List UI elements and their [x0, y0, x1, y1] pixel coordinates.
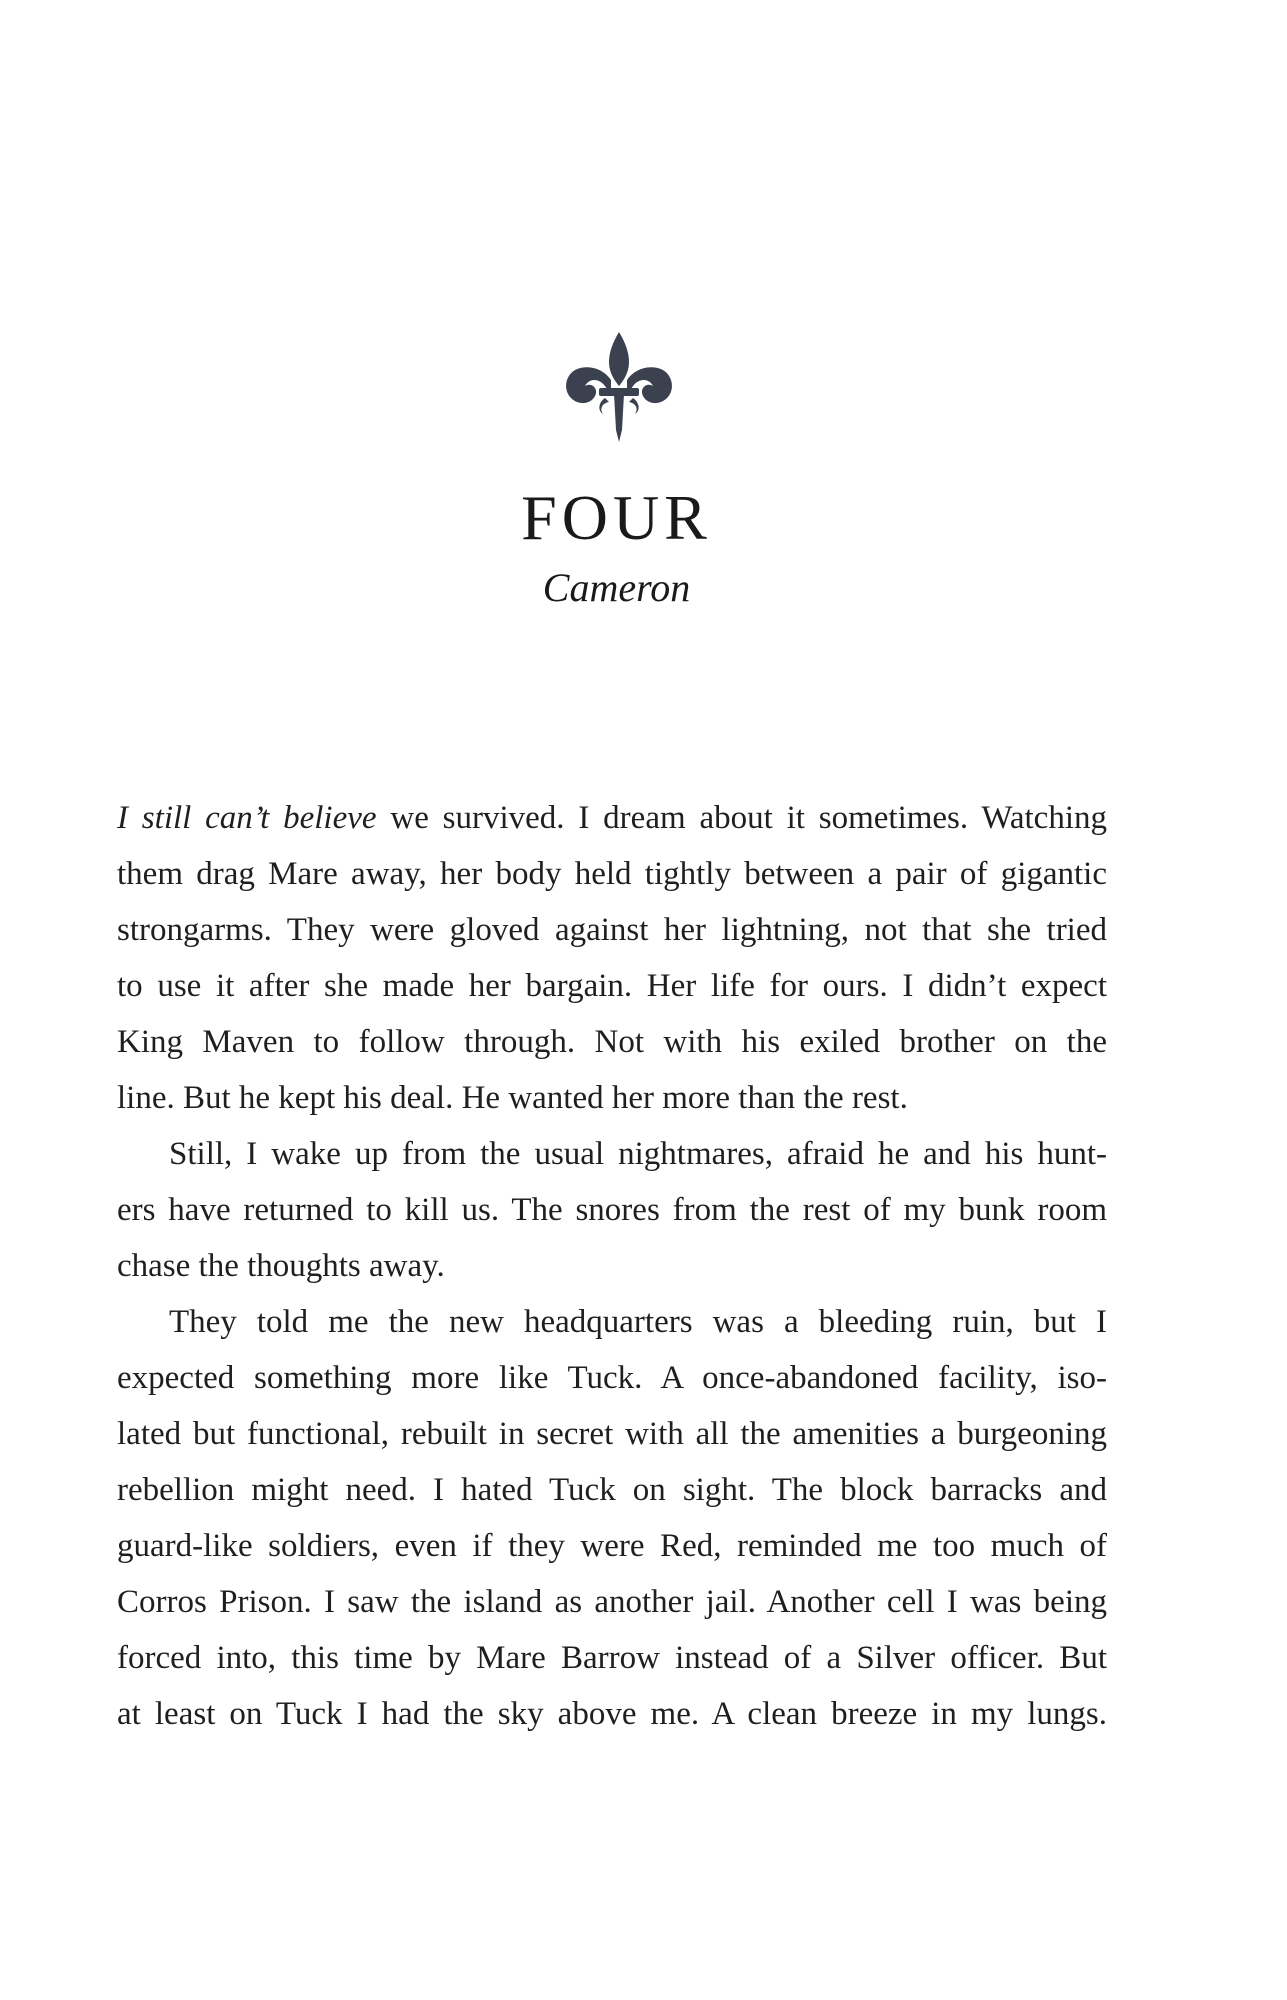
- body-line-text: we survived. I dream about it sometimes. Watching: [376, 800, 1108, 836]
- body-line: forced into, this time by Mare Barrow instead of a Silver officer. But: [117, 1640, 1107, 1676]
- body-line: them drag Mare away, her body held tightly between a pair of gigantic: [117, 856, 1107, 892]
- body-line: lated but functional, rebuilt in secret with all the amenities a burgeoning: [117, 1416, 1107, 1452]
- body-line: expected something more like Tuck. A once-abandoned facility, iso-: [117, 1360, 1107, 1396]
- body-line: to use it after she made her bargain. Her life for ours. I didn’t expect: [117, 968, 1107, 1004]
- body-line: Still, I wake up from the usual nightmares, afraid he and his hunt-: [169, 1136, 1107, 1172]
- fleur-de-lis-icon: [559, 328, 679, 444]
- body-line: [117, 790, 1107, 846]
- chapter-number: FOUR: [521, 482, 712, 553]
- opening-italic-phrase: I still can’t believe: [117, 800, 377, 836]
- body-line: line. But he kept his deal. He wanted her more than the rest.: [117, 1080, 908, 1116]
- body-line: rebellion might need. I hated Tuck on sight. The block barracks and: [117, 1472, 1107, 1508]
- body-line: at least on Tuck I had the sky above me. A clean breeze in my lungs.: [117, 1696, 1107, 1732]
- body-line: ers have returned to kill us. The snores from the rest of my bunk room: [117, 1192, 1107, 1228]
- body-line: guard-like soldiers, even if they were Red, reminded me too much of: [117, 1528, 1107, 1564]
- body-line: King Maven to follow through. Not with his exiled brother on the: [117, 1024, 1107, 1060]
- chapter-pov-character: Cameron: [542, 565, 691, 610]
- body-line: chase the thoughts away.: [117, 1248, 445, 1284]
- chapter-body: [117, 790, 1107, 1742]
- body-line: strongarms. They were gloved against her lightning, not that she tried: [117, 912, 1107, 948]
- body-line: Corros Prison. I saw the island as another jail. Another cell I was being: [117, 1584, 1107, 1620]
- body-line: They told me the new headquarters was a bleeding ruin, but I: [169, 1304, 1107, 1340]
